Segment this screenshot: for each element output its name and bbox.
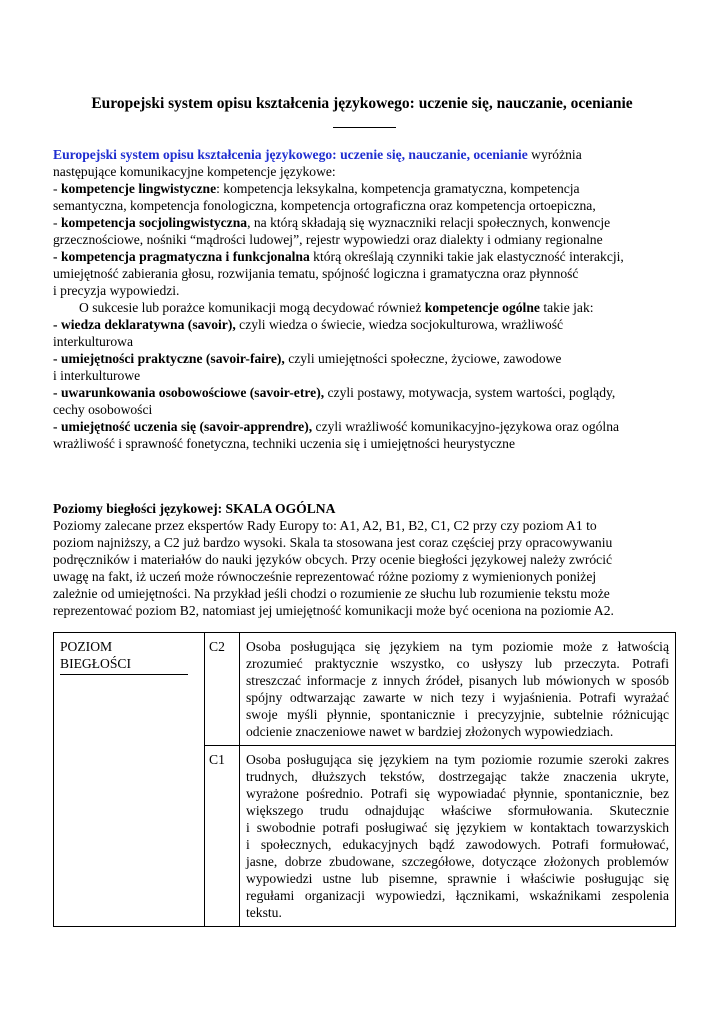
list-item: - umiejętność uczenia się (savoir-apprendre), czyli wrażliwość komunikacyjno-językowa oraz ogólna bbox=[53, 419, 620, 434]
intro-line2: następujące komunikacyjne kompetencje językowe: bbox=[53, 164, 336, 179]
list-item-continued: cechy osobowości bbox=[53, 402, 153, 417]
table-row bbox=[54, 633, 676, 746]
list-item-continued: grzecznościowe, nośniki “mądrości ludowej”, rejestr wypowiedzi oraz dialekty i odmiany regionalne bbox=[53, 232, 603, 247]
list-item: - kompetencja pragmatyczna i funkcjonalna którą określają czynniki takie jak elastyczność interakcji, bbox=[53, 249, 624, 264]
table-header-cell bbox=[54, 633, 205, 927]
intro-lead-bold: Europejski system opisu kształcenia językowego: uczenie się, nauczanie, ocenianie bbox=[53, 147, 528, 162]
list-item: - wiedza deklaratywna (savoir), czyli wiedza o świecie, wiedza socjokulturowa, wrażliwość bbox=[53, 317, 564, 332]
general-competences-intro: O sukcesie lub porażce komunikacji mogą decydować również kompetencje ogólne takie jak: bbox=[79, 300, 594, 315]
list-item: - kompetencja socjolingwistyczna, na którą składają się wyznaczniki relacji społecznych, konwencje bbox=[53, 215, 611, 230]
scale-line: reprezentować poziom B2, natomiast jej umiejętność komunikacji może być oceniona na poziomie A2. bbox=[53, 603, 614, 618]
level-description: Osoba posługująca się językiem na tym poziomie rozumie szeroki zakres trudnych, dłuższych tekstów, dostrzegając także znaczenia ukryte, wyrażone pośrednio. Potrafi się wypowiadać płynnie, spontanicznie, bez większego trudu odnajdując właściwe sformułowania. Skutecznie i swobodnie potrafi posługiwać się językiem w kontaktach towarzyskich i społecznych, edukacyjnych bądź zawodowych. Potrafi formułować, jasne, dobrze zbudowane, szczegółowe, dotyczące złożonych problemów wypowiedzi ustne lub pisemne, sprawnie i właściwie posługując się regułami organizacji wypowiedzi, łącznikami, wskaźnikami zespolenia tekstu. bbox=[240, 746, 676, 927]
title-underline bbox=[333, 127, 396, 128]
level-code: C2 bbox=[205, 633, 240, 746]
document-title: Europejski system opisu kształcenia językowego: uczenie się, nauczanie, ocenianie bbox=[91, 95, 633, 112]
scale-line: podręczników i materiałów do nauki języków obcych. Przy ocenie biegłości językowej należy zwrócić bbox=[53, 552, 613, 567]
list-item: - uwarunkowania osobowościowe (savoir-etre), czyli postawy, motywacja, system wartości, poglądy, bbox=[53, 385, 616, 400]
list-item-continued: semantyczna, kompetencja fonologiczna, kompetencja ortograficzna oraz kompetencja ortoepiczna, bbox=[53, 198, 596, 213]
scale-heading: Poziomy biegłości językowej: SKALA OGÓLNA bbox=[53, 501, 336, 516]
list-item-continued: wrażliwość i sprawność fonetyczna, techniki uczenia się i umiejętności heurystyczne bbox=[53, 436, 516, 451]
list-item: - kompetencje lingwistyczne: kompetencja leksykalna, kompetencja gramatyczna, kompetencja bbox=[53, 181, 580, 196]
intro-lead-rest: wyróżnia bbox=[527, 147, 582, 162]
level-description: Osoba posługująca się językiem na tym poziomie może z łatwością zrozumieć praktycznie wszystko, co usłyszy lub przeczyta. Potrafi streszczać informacje z innych źródeł, pisanych lub mówionych w sposób spójny odtwarzając zawarte w nich tezy i wyjaśnienia. Potrafi wyrażać swoje myśli płynnie, spontanicznie i precyzyjnie, subtelnie różnicując odcienie znaczeniowe nawet w bardziej złożonych wypowiedziach. bbox=[240, 633, 676, 746]
list-item-continued: interkulturowa bbox=[53, 334, 134, 349]
scale-line: Poziomy zalecane przez ekspertów Rady Europy to: A1, A2, B1, B2, C1, C2 przy czy poziom A1 to bbox=[53, 518, 597, 533]
scale-section bbox=[53, 500, 673, 619]
table-header-line1: POZIOM bbox=[60, 639, 113, 654]
list-item-continued: umiejętność zabierania głosu, rozwijania tematu, spójność logiczna i gramatyczna oraz płynność bbox=[53, 266, 579, 281]
levels-table bbox=[53, 632, 676, 927]
list-item: - umiejętności praktyczne (savoir-faire), czyli umiejętności społeczne, życiowe, zawodowe bbox=[53, 351, 562, 366]
scale-line: uwagę na fakt, iż uczeń może równocześnie reprezentować różne poziomy z wymienionych poniżej bbox=[53, 569, 597, 584]
scale-line: poziom najniższy, a C2 już bardzo wysoki. Skala ta stosowana jest coraz częściej przy opracowywaniu bbox=[53, 535, 613, 550]
list-item-continued: i interkulturowe bbox=[53, 368, 141, 383]
list-item-continued: i precyzja wypowiedzi. bbox=[53, 283, 180, 298]
intro-section bbox=[53, 146, 673, 452]
table-header-line2: BIEGŁOŚCI bbox=[60, 656, 131, 671]
level-code: C1 bbox=[205, 746, 240, 927]
scale-line: zależnie od umiejętności. Na przykład jeśli chodzi o rozumienie ze słuchu lub rozumienie tekstu może bbox=[53, 586, 610, 601]
